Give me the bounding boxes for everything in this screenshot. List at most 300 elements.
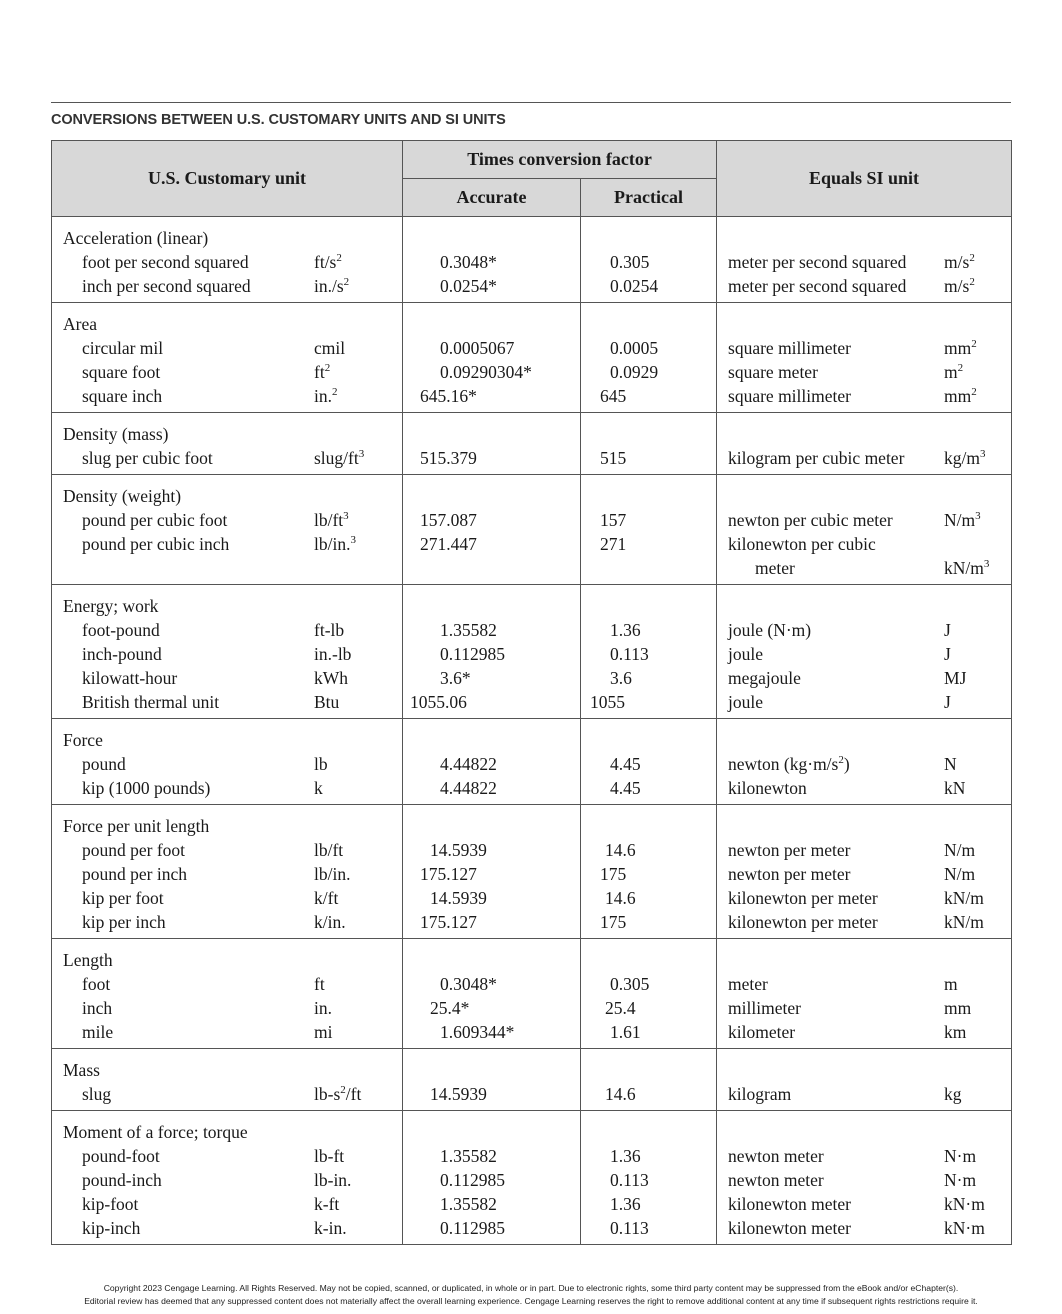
us-unit-name: square foot: [82, 362, 161, 382]
practical-value: 14.6: [605, 888, 636, 908]
practical-value: 1.36: [610, 1146, 641, 1166]
us-symbol-text: lb/ft: [314, 840, 344, 860]
us-unit-symbol: [314, 886, 338, 910]
us-unit-symbol: [314, 1144, 344, 1168]
si-unit-line: [717, 446, 1011, 470]
si-unit-cell: [717, 939, 1012, 1049]
us-unit-name: kip-inch: [82, 1218, 141, 1238]
us-unit-cell: [52, 413, 403, 475]
si-unit-symbol: [944, 556, 989, 580]
page-title: CONVERSIONS BETWEEN U.S. CUSTOMARY UNITS AND SI UNITS: [51, 112, 506, 128]
us-unit-symbol: [314, 838, 343, 862]
si-unit-symbol: [944, 336, 977, 360]
si-unit-name: [728, 752, 944, 776]
accurate-value: 271.447: [420, 534, 477, 554]
us-unit-line: [52, 360, 402, 384]
si-symbol-text: N/m: [944, 864, 976, 884]
us-unit-name: pound per foot: [82, 840, 186, 860]
si-unit-line: [717, 384, 1011, 408]
si-unit-symbol: [944, 996, 971, 1020]
practical-value: 0.305: [610, 252, 650, 272]
us-unit-name: pound: [82, 754, 126, 774]
si-unit-name: newton per meter: [728, 864, 851, 884]
si-unit-line: [717, 1168, 1011, 1192]
practical-value: 25.4: [605, 998, 636, 1018]
accurate-value: 175.127: [420, 912, 477, 932]
si-unit-name: kilonewton per cubic: [728, 534, 876, 554]
si-unit-name: meter: [755, 558, 795, 578]
si-unit-line: [717, 886, 1011, 910]
header-conversion-factor: Times conversion factor: [403, 141, 717, 179]
si-unit-name: megajoule: [728, 668, 801, 688]
si-unit-line: [717, 618, 1011, 642]
practical-cell: [581, 719, 717, 805]
header-accurate: Accurate: [403, 179, 581, 217]
si-unit-symbol: [944, 508, 981, 532]
si-symbol-text: m/s: [944, 252, 970, 272]
us-unit-symbol: [314, 360, 330, 384]
si-unit-line: [717, 776, 1011, 800]
si-unit-name-part: newton (kg·m/s: [728, 754, 839, 774]
top-rule: [51, 102, 1011, 103]
accurate-value: 4.44822: [440, 754, 497, 774]
practical-value: 4.45: [610, 754, 641, 774]
accurate-value: 0.3048*: [440, 974, 497, 994]
accurate-value: 0.112985: [440, 1218, 505, 1238]
si-unit-line: [717, 690, 1011, 714]
us-unit-line: [52, 910, 402, 934]
si-symbol-exponent: 2: [969, 252, 975, 264]
us-symbol-exponent: 2: [336, 252, 342, 264]
si-symbol-text: m: [944, 974, 958, 994]
group-row: [52, 217, 1012, 303]
accurate-value: 1.35582: [440, 1146, 497, 1166]
us-unit-name: kip (1000 pounds): [82, 778, 211, 798]
si-unit-symbol: [944, 862, 975, 886]
si-symbol-exponent: 2: [971, 386, 977, 398]
si-unit-name: millimeter: [728, 998, 801, 1018]
us-unit-line: [52, 1144, 402, 1168]
practical-value: 0.0005: [610, 338, 659, 358]
us-unit-symbol: [314, 972, 325, 996]
us-unit-line: [52, 642, 402, 666]
si-unit-name: kilonewton per meter: [728, 888, 878, 908]
us-symbol-exponent: 3: [343, 510, 349, 522]
us-unit-symbol: [314, 274, 349, 298]
us-unit-symbol: [314, 752, 328, 776]
us-unit-name: kilowatt-hour: [82, 668, 178, 688]
si-unit-symbol: [944, 838, 975, 862]
us-unit-name: pound-foot: [82, 1146, 160, 1166]
si-unit-symbol: [944, 250, 975, 274]
table-body: [52, 217, 1012, 1245]
us-symbol-text: k-ft: [314, 1194, 340, 1214]
group-row: [52, 303, 1012, 413]
us-unit-line: [52, 690, 402, 714]
si-symbol-text: kN/m: [944, 888, 984, 908]
us-unit-name: foot per second squared: [82, 252, 249, 272]
us-unit-name: circular mil: [82, 338, 164, 358]
us-unit-name: kip per foot: [82, 888, 164, 908]
accurate-value: 0.0254*: [440, 276, 497, 296]
accurate-value: 0.0005067: [440, 338, 515, 358]
us-symbol-exponent: 2: [343, 276, 350, 288]
accurate-value: 175.127: [420, 864, 477, 884]
si-unit-line: [717, 996, 1011, 1020]
si-symbol-exponent: 2: [957, 362, 964, 374]
practical-value: 645: [600, 386, 627, 406]
si-unit-name: meter: [728, 974, 768, 994]
si-unit-name: kilonewton meter: [728, 1218, 851, 1238]
si-symbol-text: N/m: [944, 840, 976, 860]
si-unit-symbol: [944, 384, 977, 408]
us-unit-line: [52, 532, 402, 556]
accurate-value: 25.4*: [430, 998, 470, 1018]
accurate-value: 14.5939: [430, 840, 487, 860]
us-unit-line: [52, 776, 402, 800]
us-unit-name: pound-inch: [82, 1170, 162, 1190]
us-unit-cell: [52, 719, 403, 805]
si-unit-symbol: [944, 446, 985, 470]
si-unit-line: [717, 1082, 1011, 1106]
accurate-cell: [403, 939, 581, 1049]
si-symbol-text: kN·m: [944, 1194, 985, 1214]
accurate-value: 645.16*: [420, 386, 477, 406]
practical-cell: [581, 585, 717, 719]
accurate-cell: [403, 217, 581, 303]
us-unit-line: [52, 1216, 402, 1240]
group-row: [52, 719, 1012, 805]
accurate-cell: [403, 805, 581, 939]
si-unit-name: kilometer: [728, 1022, 796, 1042]
practical-value: 1.36: [610, 620, 641, 640]
us-symbol-text: lb-ft: [314, 1146, 345, 1166]
us-unit-line: [52, 618, 402, 642]
practical-cell: [581, 1049, 717, 1111]
si-unit-name: meter per second squared: [728, 252, 907, 272]
accurate-value: 0.09290304*: [440, 362, 532, 382]
practical-value: 4.45: [610, 778, 641, 798]
si-unit-line: [717, 508, 1011, 532]
accurate-value: 14.5939: [430, 1084, 487, 1104]
accurate-value: 1.35582: [440, 620, 497, 640]
us-symbol-text: lb/in.: [314, 534, 351, 554]
practical-cell: [581, 217, 717, 303]
si-unit-symbol: [944, 1144, 976, 1168]
us-unit-name: inch per second squared: [82, 276, 251, 296]
us-unit-name: foot: [82, 974, 111, 994]
us-unit-symbol: [314, 508, 349, 532]
us-unit-line: [52, 384, 402, 408]
us-symbol-text: k/ft: [314, 888, 339, 908]
group-name: Energy; work: [63, 596, 159, 616]
si-unit-symbol: [944, 274, 975, 298]
us-unit-symbol: [314, 910, 346, 934]
si-unit-cell: [717, 805, 1012, 939]
si-unit-name: joule: [728, 692, 764, 712]
us-symbol-text: ft: [314, 362, 325, 382]
us-unit-symbol: [314, 776, 323, 800]
us-unit-symbol: [314, 1192, 339, 1216]
accurate-value: 1.35582: [440, 1194, 497, 1214]
us-unit-symbol: [314, 666, 348, 690]
accurate-value: 0.112985: [440, 644, 505, 664]
practical-value: 3.6: [610, 668, 632, 688]
si-unit-line: [717, 532, 1011, 556]
practical-value: 0.113: [610, 644, 649, 664]
us-unit-cell: [52, 1049, 403, 1111]
si-symbol-text: MJ: [944, 668, 967, 688]
si-unit-cell: [717, 303, 1012, 413]
us-symbol-text: lb-in.: [314, 1170, 352, 1190]
accurate-cell: [403, 719, 581, 805]
us-unit-name: kip per inch: [82, 912, 166, 932]
group-name: Force: [63, 730, 103, 750]
si-unit-cell: [717, 719, 1012, 805]
us-symbol-text: ft/s: [314, 252, 337, 272]
us-symbol-text: kWh: [314, 668, 349, 688]
group-name: Mass: [63, 1060, 100, 1080]
practical-value: 515: [600, 448, 627, 468]
si-unit-name: kilogram per cubic meter: [728, 448, 905, 468]
group-row: [52, 413, 1012, 475]
si-unit-name: square meter: [728, 362, 818, 382]
us-unit-line: [52, 250, 402, 274]
practical-value: 0.0929: [610, 362, 659, 382]
practical-value: 0.113: [610, 1218, 649, 1238]
practical-cell: [581, 303, 717, 413]
si-unit-symbol: [944, 1082, 962, 1106]
us-symbol-text: lb/in.: [314, 864, 351, 884]
us-unit-line: [52, 752, 402, 776]
si-unit-symbol: [944, 972, 958, 996]
si-unit-name: kilonewton meter: [728, 1194, 851, 1214]
si-symbol-exponent: 2: [971, 338, 977, 350]
accurate-cell: [403, 1111, 581, 1245]
us-unit-line: [52, 886, 402, 910]
practical-value: 175: [600, 912, 627, 932]
us-symbol-text: lb: [314, 754, 328, 774]
practical-value: 14.6: [605, 1084, 636, 1104]
us-unit-name: slug: [82, 1084, 112, 1104]
us-symbol-text: mi: [314, 1022, 333, 1042]
si-unit-cell: [717, 585, 1012, 719]
us-symbol-exponent: 3: [350, 534, 356, 546]
si-unit-line: [717, 838, 1011, 862]
si-unit-symbol: [944, 752, 957, 776]
practical-value: 157: [600, 510, 627, 530]
practical-value: 1.61: [610, 1022, 641, 1042]
si-unit-name: kilonewton per meter: [728, 912, 878, 932]
si-symbol-exponent: 2: [969, 276, 975, 288]
si-symbol-text: mm: [944, 338, 972, 358]
us-unit-cell: [52, 475, 403, 585]
practical-cell: [581, 1111, 717, 1245]
us-unit-line: [52, 666, 402, 690]
si-symbol-text: kN/m: [944, 558, 984, 578]
conversion-table: [51, 140, 1012, 1245]
si-unit-cell: [717, 1049, 1012, 1111]
si-unit-name: square millimeter: [728, 338, 851, 358]
si-unit-line: [717, 752, 1011, 776]
group-row: [52, 1049, 1012, 1111]
us-unit-symbol: [314, 336, 345, 360]
si-unit-line: [717, 1020, 1011, 1044]
us-unit-line: [52, 838, 402, 862]
us-symbol-exponent: 3: [358, 448, 365, 460]
us-symbol-text: lb/ft: [314, 510, 344, 530]
si-unit-name: newton meter: [728, 1146, 824, 1166]
practical-value: 0.305: [610, 974, 650, 994]
group-name: Density (mass): [63, 424, 169, 444]
us-unit-name: kip-foot: [82, 1194, 139, 1214]
si-unit-line: [717, 862, 1011, 886]
si-symbol-exponent: 3: [975, 510, 981, 522]
practical-value: 0.113: [610, 1170, 649, 1190]
us-unit-cell: [52, 1111, 403, 1245]
practical-cell: [581, 413, 717, 475]
si-symbol-text: N·m: [944, 1146, 977, 1166]
us-symbol-text: in.: [314, 386, 332, 406]
us-unit-symbol: [314, 690, 339, 714]
us-unit-line: [52, 1192, 402, 1216]
group-name: Length: [63, 950, 113, 970]
us-symbol-text: k-in.: [314, 1218, 347, 1238]
si-unit-line: [717, 250, 1011, 274]
us-symbol-text: k: [314, 778, 323, 798]
group-row: [52, 475, 1012, 585]
si-unit-name: square millimeter: [728, 386, 851, 406]
si-symbol-text: N/m: [944, 510, 976, 530]
us-unit-cell: [52, 939, 403, 1049]
practical-value: 1055: [590, 692, 625, 712]
us-unit-name: foot-pound: [82, 620, 160, 640]
us-symbol-text: in.: [314, 998, 332, 1018]
us-unit-symbol: [314, 642, 351, 666]
us-unit-line: [52, 862, 402, 886]
practical-cell: [581, 939, 717, 1049]
accurate-value: 0.3048*: [440, 252, 497, 272]
si-unit-symbol: [944, 1192, 985, 1216]
us-unit-symbol: [314, 1216, 347, 1240]
si-unit-line: [717, 1216, 1011, 1240]
us-unit-symbol: [314, 384, 338, 408]
us-symbol-text: lb-s: [314, 1084, 341, 1104]
accurate-cell: [403, 585, 581, 719]
si-unit-cell: [717, 413, 1012, 475]
us-unit-symbol: [314, 532, 356, 556]
si-unit-name: newton per cubic meter: [728, 510, 893, 530]
si-symbol-text: km: [944, 1022, 967, 1042]
us-unit-cell: [52, 805, 403, 939]
us-unit-name: pound per cubic foot: [82, 510, 228, 530]
accurate-cell: [403, 413, 581, 475]
us-unit-cell: [52, 585, 403, 719]
practical-value: 271: [600, 534, 627, 554]
copyright-footer: [0, 1282, 1062, 1308]
si-symbol-text: m: [944, 362, 958, 382]
us-unit-symbol: [314, 862, 350, 886]
us-unit-name: British thermal unit: [82, 692, 220, 712]
practical-value: 0.0254: [610, 276, 659, 296]
us-symbol-exponent: 2: [332, 386, 338, 398]
us-unit-cell: [52, 303, 403, 413]
us-symbol-text: slug/ft: [314, 448, 359, 468]
us-unit-symbol: [314, 996, 332, 1020]
us-unit-name: square inch: [82, 386, 163, 406]
si-unit-line: [717, 642, 1011, 666]
group-name: Force per unit length: [63, 816, 210, 836]
group-name: Density (weight): [63, 486, 182, 506]
us-symbol-text: in.-lb: [314, 644, 352, 664]
group-name: Moment of a force; torque: [63, 1122, 248, 1142]
si-symbol-text: N: [944, 754, 957, 774]
group-row: [52, 585, 1012, 719]
si-unit-line: [717, 972, 1011, 996]
si-unit-line: [717, 1192, 1011, 1216]
si-symbol-text: J: [944, 692, 951, 712]
us-unit-line: [52, 508, 402, 532]
footer-line-1: Copyright 2023 Cengage Learning. All Rights Reserved. May not be copied, scanned, or duplicated, in whole or in part. Due to electronic rights, some third party content may be suppressed from the eBook and/or eChapter(s).: [103, 1283, 959, 1293]
si-unit-symbol: [944, 690, 951, 714]
accurate-value: 14.5939: [430, 888, 487, 908]
group-row: [52, 805, 1012, 939]
si-unit-name: newton per meter: [728, 840, 851, 860]
us-unit-line: [52, 336, 402, 360]
us-symbol-suffix: /ft: [345, 1084, 362, 1104]
si-unit-name: joule: [728, 644, 764, 664]
accurate-cell: [403, 1049, 581, 1111]
accurate-value: 1055.06: [410, 692, 467, 712]
us-unit-name: inch: [82, 998, 113, 1018]
si-unit-line: [717, 666, 1011, 690]
si-symbol-text: N·m: [944, 1170, 977, 1190]
si-unit-name: kilonewton: [728, 778, 807, 798]
us-unit-name: pound per inch: [82, 864, 187, 884]
si-unit-symbol: [944, 1216, 985, 1240]
us-symbol-exponent: 2: [324, 362, 331, 374]
si-symbol-text: J: [944, 644, 951, 664]
si-unit-name-exponent: 2: [838, 754, 844, 766]
si-unit-symbol: [944, 618, 951, 642]
us-unit-line: [52, 996, 402, 1020]
si-symbol-text: kg: [944, 1084, 962, 1104]
accurate-value: 515.379: [420, 448, 477, 468]
practical-cell: [581, 805, 717, 939]
group-row: [52, 1111, 1012, 1245]
si-unit-line: [717, 910, 1011, 934]
si-unit-name: meter per second squared: [728, 276, 907, 296]
us-unit-line: [52, 274, 402, 298]
si-symbol-exponent: 3: [983, 558, 990, 570]
si-symbol-text: mm: [944, 998, 972, 1018]
si-unit-line: [717, 556, 1011, 580]
si-unit-name-part: ): [843, 754, 850, 774]
header-us-unit: U.S. Customary unit: [52, 141, 403, 217]
us-unit-name: inch-pound: [82, 644, 162, 664]
practical-value: 1.36: [610, 1194, 641, 1214]
us-unit-name: mile: [82, 1022, 114, 1042]
us-symbol-text: cmil: [314, 338, 346, 358]
us-symbol-text: k/in.: [314, 912, 346, 932]
us-symbol-text: in./s: [314, 276, 344, 296]
practical-value: 14.6: [605, 840, 636, 860]
si-unit-symbol: [944, 642, 951, 666]
us-unit-name: pound per cubic inch: [82, 534, 230, 554]
si-unit-symbol: [944, 666, 966, 690]
us-symbol-text: ft: [314, 974, 325, 994]
us-unit-line: [52, 972, 402, 996]
